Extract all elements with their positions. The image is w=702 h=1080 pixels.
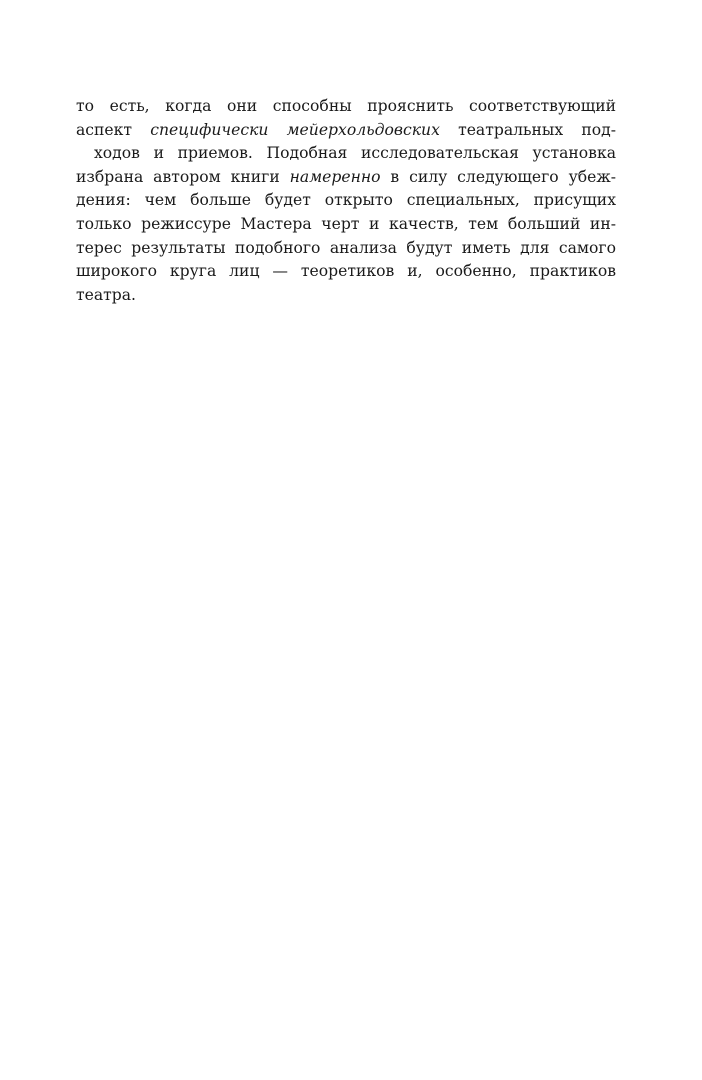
text-run: театральных под- [439, 120, 616, 139]
text-run: аспект [76, 120, 151, 139]
text-line [76, 166, 616, 190]
emphasis-text: специфически мейерхольдовских [150, 120, 440, 139]
text-line [76, 119, 616, 143]
text-run: избрана автором книги [76, 167, 290, 186]
body-paragraph [76, 95, 616, 307]
text-line: театра. [76, 285, 137, 304]
text-line: дения: чем больше будет открыто специальных, присущих [76, 191, 616, 210]
text-line: только режиссуре Мастера черт и качеств, тем больший ин- [76, 214, 616, 233]
text-line: ходов и приемов. Подобная исследовательская установка [94, 144, 616, 163]
text-run: в силу следующего убеж- [380, 167, 616, 186]
text-line: широкого круга лиц — теоретиков и, особенно, практиков [76, 262, 616, 281]
text-line: то есть, когда они способны прояснить соответствующий [76, 97, 616, 115]
text-line: терес результаты подобного анализа будут иметь для самого [76, 238, 616, 257]
emphasis-text: намеренно [289, 167, 381, 186]
